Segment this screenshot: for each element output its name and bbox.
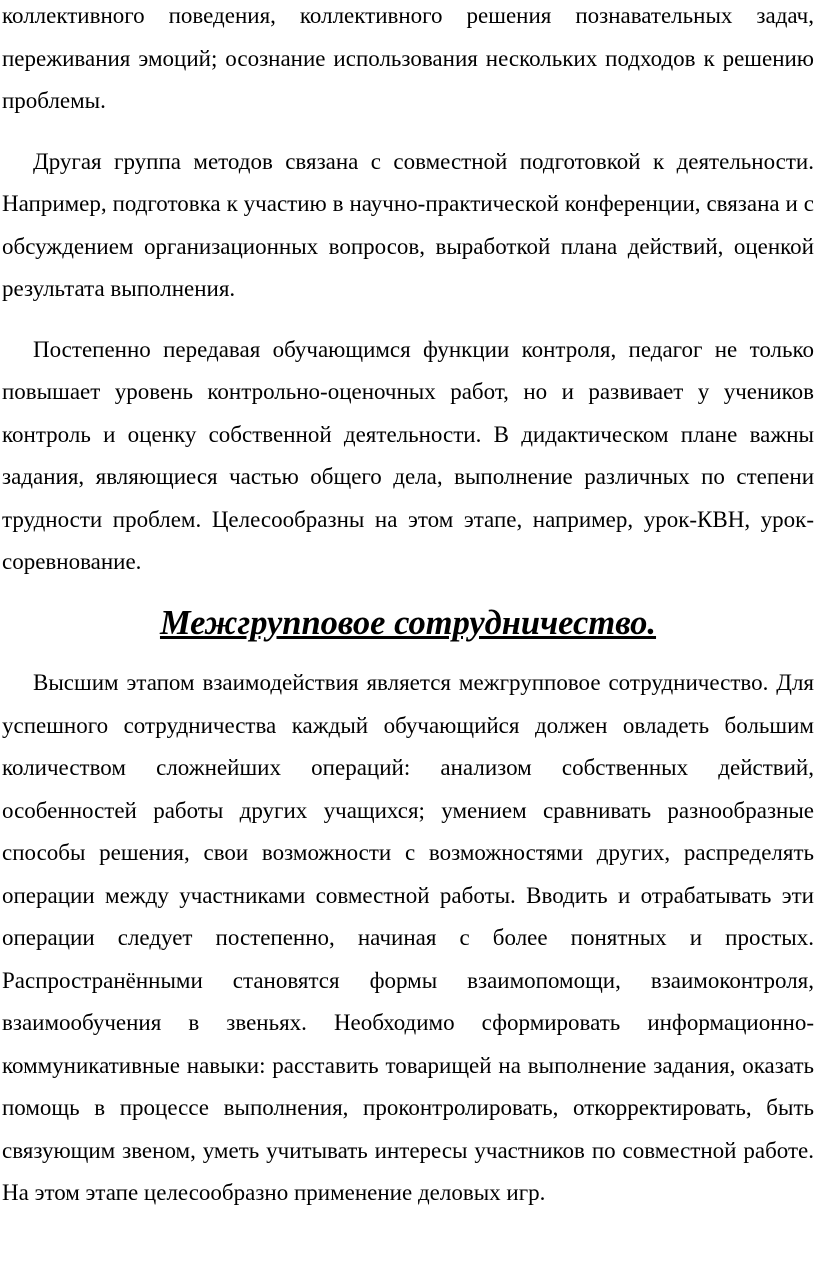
paragraph-continuation: коллективного поведения, коллективного решения познавательных задач, переживания эмоций; осознание использования нескольких подходов к решению проблемы. xyxy=(2,3,814,113)
section-heading: Межгрупповое сотрудничество. xyxy=(159,603,657,642)
paragraph-gap xyxy=(2,311,814,329)
heading-gap xyxy=(2,644,814,662)
paragraph-gap xyxy=(2,123,814,141)
heading-gap xyxy=(2,584,814,602)
paragraph-joint-preparation: Другая группа методов связана с совместной подготовкой к деятельности. Например, подготовка к участию в научно-практической конференции, связана и с обсуждением организационных вопросов, выработкой плана действий, оценкой результата выполнения. xyxy=(2,148,814,301)
paragraph-control-transfer: Постепенно передавая обучающимся функции контроля, педагог не только повышает уровень контрольно-оценочных работ, но и развивает у учеников контроль и оценку собственной деятельности. В дидактическом плане важны задания, являющиеся частью общего дела, выполнение различных по степени трудности проблем. Целесообразны на этом этапе, например, урок-КВН, урок-соревнование. xyxy=(2,336,814,574)
paragraph-intergroup-cooperation: Высшим этапом взаимодействия является межгрупповое сотрудничество. Для успешного сотрудничества каждый обучающийся должен овладеть большим количеством сложнейших операций: анализом собственных действий, особенностей работы других учащихся; умением сравнивать разнообразные способы решения, свои возможности с возможностями других, распределять операции между участниками совместной работы. Вводить и отрабатывать эти операции следует постепенно, начиная с более понятных и простых. Распространёнными становятся формы взаимопомощи, взаимоконтроля, взаимообучения в звеньях. Необходимо сформировать информационно-коммуникативные навыки: расставить товарищей на выполнение задания, оказать помощь в процессе выполнения, проконтролировать, откорректировать, быть связующим звеном, уметь учитывать интересы участников по совместной работе. На этом этапе целесообразно применение деловых игр. xyxy=(2,670,814,1205)
